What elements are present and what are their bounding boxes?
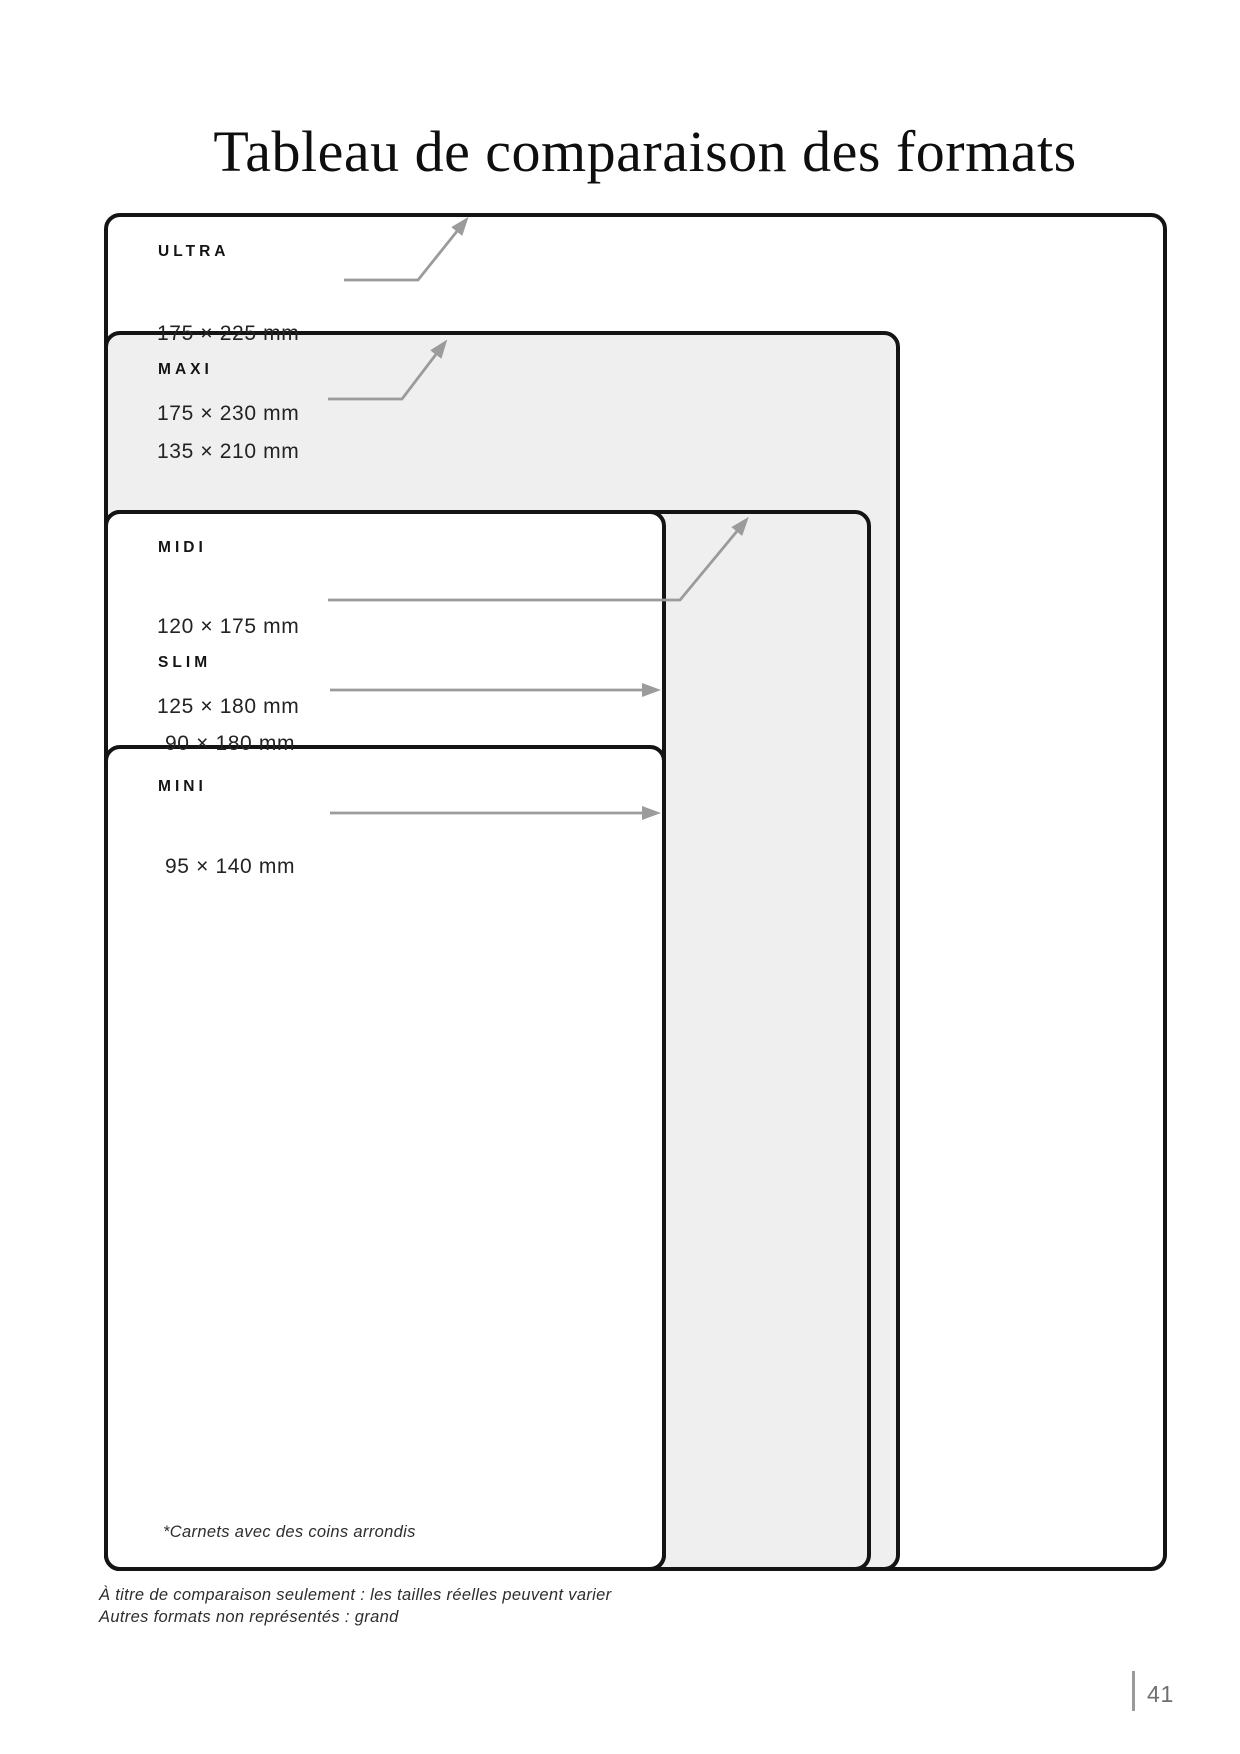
maxi-dimensions [157, 386, 299, 519]
midi-dimension-line: 125 × 180 mm [157, 694, 300, 718]
mini-dimensions [165, 801, 295, 934]
midi-dimension-line: 120 × 175 mm [157, 615, 300, 638]
footnote-line-1: À titre de comparaison seulement : les tailles réelles peuvent varier [99, 1586, 612, 1604]
maxi-dimension-line: 135 × 210 mm [157, 440, 300, 463]
page-number: 41 [1147, 1681, 1174, 1707]
mini-label: MINI [158, 778, 207, 795]
rounded-corners-footnote: *Carnets avec des coins arrondis [163, 1523, 416, 1541]
mini-dimension-line: 95 × 140 mm [165, 855, 296, 878]
midi-label: MIDI [158, 539, 207, 556]
slim-label: SLIM [158, 654, 212, 671]
ultra-label: ULTRA [158, 243, 230, 260]
page-title: Tableau de comparaison des formats [213, 118, 1077, 184]
ultra-dimension-line: 175 × 230 mm [157, 401, 300, 425]
page-number-divider [1132, 1671, 1135, 1711]
comparison-footnotes [99, 1585, 612, 1628]
maxi-label: MAXI [158, 361, 213, 378]
footnote-line-2: Autres formats non représentés : grand [99, 1607, 399, 1626]
slim-dimension-line: 90 × 180 mm [165, 732, 296, 755]
ultra-dimension-line: 175 × 225 mm [157, 322, 300, 345]
